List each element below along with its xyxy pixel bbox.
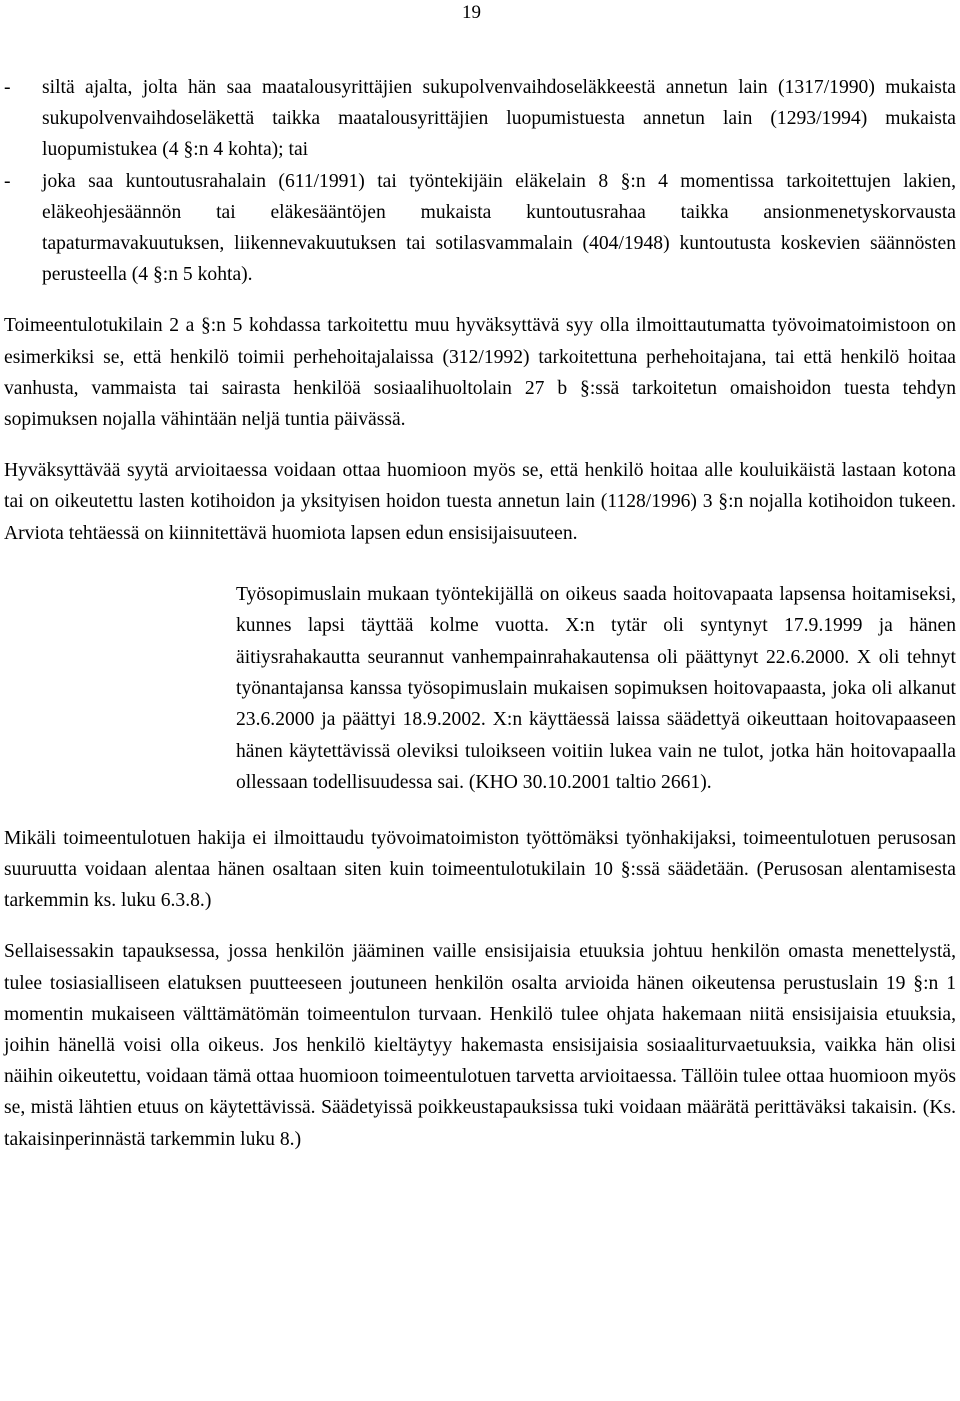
list-item-text: siltä ajalta, jolta hän saa maatalousyrittäjien sukupolvenvaihdoseläkkeestä annetun lain (1317/1990) mukaista sukupolvenvaihdoseläkettä taikka maatalousyrittäjien luopumistuesta annetun lain (1293/1994) mukaista luopumistukea (4 §:n 4 kohta); tai xyxy=(42,77,956,161)
document-body xyxy=(4,72,956,1155)
case-example-quote: Työsopimuslain mukaan työntekijällä on oikeus saada hoitovapaata lapsensa hoitamiseksi, kunnes lapsi täyttää kolme vuotta. X:n tytär oli syntynyt 17.9.1999 ja hänen äitiysrahakautta seurannut vanhempainrahakautensa oli päättynyt 22.6.2000. X oli tehnyt työnantajansa kanssa työsopimuslain mukaisen sopimuksen hoitovapaasta, joka oli alkanut 23.6.2000 ja päättyi 18.9.2002. X:n käyttäessä laissa säädettyä oikeuttaan hoitovapaaseen hänen käytettävissä oleviksi tuloikseen voitiin lukea vain ne tulot, jotka hän hoitovapaalla ollessaan todellisuudessa sai. (KHO 30.10.2001 taltio 2661). xyxy=(236,583,956,794)
page-number: 19 xyxy=(462,2,481,23)
list-dash: - xyxy=(4,77,11,98)
list-item-text: joka saa kuntoutusrahalain (611/1991) tai työntekijäin eläkelain 8 §:n 4 momentissa tarkoitettujen lakien, eläkeohjesäännön tai eläkesääntöjen mukaista kuntoutusrahaa taikka ansionmenetyskorvausta tapaturmavakuutuksen, liikennevakuutuksen tai sotilasvammalain (404/1948) kuntoutusta koskevien säännösten perusteella (4 §:n 5 kohta). xyxy=(42,170,956,286)
paragraph-acceptable-reason: Toimeentulotukilain 2 a §:n 5 kohdassa tarkoitettu muu hyväksyttävä syy olla ilmoittautumatta työvoimatoimistoon on esimerkiksi se, että henkilö toimii perhehoitajalaissa (312/1992) tarkoitettuna perhehoitajana, tai että henkilö hoitaa vanhusta, vammaista tai sairasta henkilöä sosiaalihuoltolain 27 b §:ssä tarkoitetun omaishoidon tuesta tehdyn sopimuksen nojalla vähintään neljä tuntia päivässä. xyxy=(4,315,956,431)
paragraph-assessment: Hyväksyttävää syytä arvioitaessa voidaan ottaa huomioon myös se, että henkilö hoitaa alle kouluikäistä lastaan kotona tai on oikeutettu lasten kotihoidon ja yksityisen hoidon tuesta annetun lain (1128/1996) 3 §:n nojalla kotihoidon tukeen. Arviota tehtäessä on kiinnitettävä huomiota lapsen edun ensisijaisuuteen. xyxy=(4,460,956,544)
list-item xyxy=(4,166,956,291)
list-item xyxy=(4,72,956,166)
paragraph-primary-benefits: Sellaisessakin tapauksessa, jossa henkilön jääminen vaille ensisijaisia etuuksia johtuu henkilön omasta menettelystä, tulee tosiasialliseen elatuksen puutteeseen joutuneen henkilön osalta arvioida hänen oikeutensa perustuslain 19 §:n 1 momentin mukaiseen välttämätömän toimeentulon turvaan. Henkilö tulee ohjata hakemaan niitä ensisijaisia etuuksia, joihin hänellä voisi olla oikeus. Jos henkilö kieltäytyy hakemasta ensisijaisia sosiaaliturvaetuuksia, vaikka hän olisi näihin oikeutettu, voidaan tämä ottaa huomioon toimeentulotuen tarvetta arvioitaessa. Tällöin tulee ottaa huomioon myös se, mistä lähtien etuus on käytettävissä. Säädetyissä poikkeustapauksissa tuki voidaan määrätä perittäväksi takaisin. (Ks. takaisinperinnästä tarkemmin luku 8.) xyxy=(4,941,956,1150)
paragraph-basic-amount-reduction: Mikäli toimeentulotuen hakija ei ilmoittaudu työvoimatoimiston työttömäksi työnhakijaksi, toimeentulotuen perusosan suuruutta voidaan alentaa hänen osaltaan siten kuin toimeentulotukilain 10 §:ssä säädetään. (Perusosan alentamisesta tarkemmin ks. luku 6.3.8.) xyxy=(4,827,956,912)
list-dash: - xyxy=(4,170,11,192)
